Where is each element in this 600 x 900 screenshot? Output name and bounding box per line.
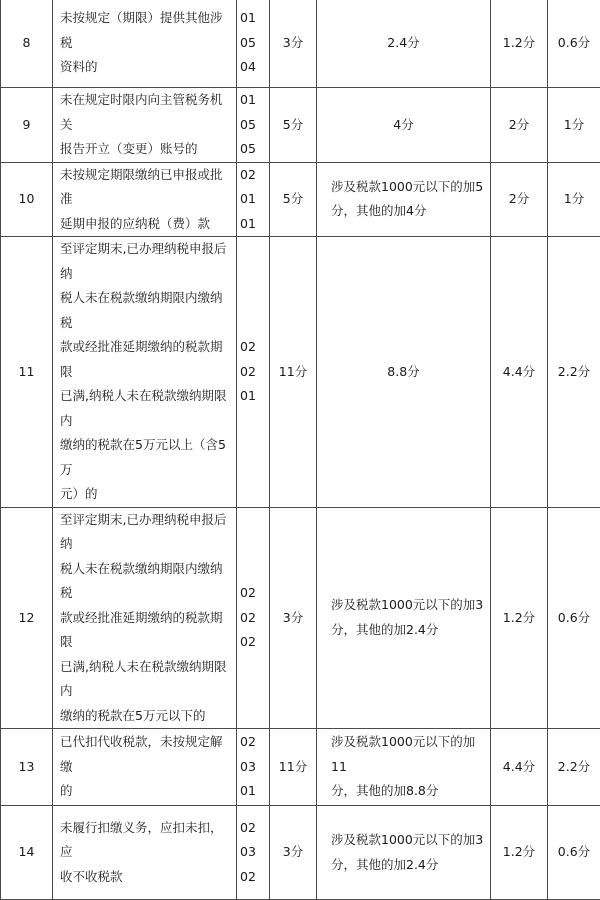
- score-value: 11分: [270, 729, 317, 806]
- score-value: 5分: [270, 88, 317, 163]
- score-a: 1.2分: [491, 507, 548, 729]
- code-line: 02: [240, 335, 269, 360]
- deduction-standard: [317, 162, 491, 237]
- item-line: 的: [60, 783, 73, 798]
- score-b: 0.6分: [548, 806, 600, 900]
- row-number: 10: [1, 162, 53, 237]
- standard-line: 涉及税款1000元以下的加5: [331, 179, 483, 194]
- item-line: 收不收税款: [60, 869, 123, 884]
- standard-line: 2.4分: [387, 35, 419, 50]
- deduction-standard: [317, 806, 491, 900]
- table-row: [1, 0, 600, 88]
- item-line: 款或经批准延期缴纳的税款期限: [60, 339, 223, 379]
- item-description: [53, 806, 237, 900]
- item-code: [237, 507, 270, 729]
- row-number: 9: [1, 88, 53, 163]
- item-line: 元）的: [60, 486, 98, 501]
- code-line: 01: [240, 384, 269, 409]
- code-line: 02: [240, 630, 269, 655]
- row-number: 14: [1, 806, 53, 900]
- item-code: [237, 806, 270, 900]
- item-code: [237, 162, 270, 237]
- deduction-standard: [317, 507, 491, 729]
- code-line: 05: [240, 113, 269, 138]
- item-code: [237, 237, 270, 508]
- standard-line: 8.8分: [387, 364, 419, 379]
- code-line: 03: [240, 755, 269, 780]
- code-line: 02: [240, 360, 269, 385]
- item-description: [53, 88, 237, 163]
- item-line: 已代扣代收税款，未按规定解缴: [60, 734, 223, 774]
- standard-line: 涉及税款1000元以下的加3: [331, 832, 483, 847]
- item-description: [53, 729, 237, 806]
- item-description: [53, 162, 237, 237]
- score-b: 1分: [548, 162, 600, 237]
- score-a: 1.2分: [491, 806, 548, 900]
- code-line: 04: [240, 55, 269, 80]
- score-b: 0.6分: [548, 507, 600, 729]
- item-line: 未按规定期限缴纳已申报或批准: [60, 167, 223, 207]
- item-line: 款或经批准延期缴纳的税款期限: [60, 610, 223, 650]
- score-value: 5分: [270, 162, 317, 237]
- row-number: 13: [1, 729, 53, 806]
- table-row: [1, 729, 600, 806]
- code-line: 05: [240, 31, 269, 56]
- code-line: 02: [240, 606, 269, 631]
- item-description: [53, 507, 237, 729]
- code-line: 02: [240, 163, 269, 188]
- standard-line: 分，其他的加8.8分: [331, 783, 438, 798]
- code-line: 02: [240, 581, 269, 606]
- score-a: 1.2分: [491, 0, 548, 88]
- standard-line: 4分: [393, 117, 413, 132]
- code-line: 01: [240, 212, 269, 237]
- score-b: 1分: [548, 88, 600, 163]
- item-line: 已满,纳税人未在税款缴纳期限内: [60, 659, 226, 699]
- code-line: 02: [240, 730, 269, 755]
- standard-line: 分，其他的加4分: [331, 203, 426, 218]
- deduction-standard: [317, 88, 491, 163]
- standard-line: 涉及税款1000元以下的加11: [331, 734, 475, 774]
- table-row: [1, 88, 600, 163]
- table-row: [1, 806, 600, 900]
- item-line: 报告开立（变更）账号的: [60, 141, 198, 156]
- table-body: [1, 0, 600, 900]
- item-line: 缴纳的税款在5万元以下的: [60, 708, 205, 723]
- score-b: 2.2分: [548, 729, 600, 806]
- score-a: 2分: [491, 88, 548, 163]
- code-line: 03: [240, 840, 269, 865]
- item-code: [237, 0, 270, 88]
- code-line: 02: [240, 816, 269, 841]
- item-line: 未按规定（期限）提供其他涉税: [60, 10, 223, 50]
- score-value: 11分: [270, 237, 317, 508]
- item-description: [53, 237, 237, 508]
- item-line: 未履行扣缴义务，应扣未扣，应: [60, 820, 223, 860]
- code-line: 01: [240, 88, 269, 113]
- deduction-standard: [317, 0, 491, 88]
- row-number: 8: [1, 0, 53, 88]
- item-line: 税人未在税款缴纳期限内缴纳税: [60, 561, 223, 601]
- score-a: 4.4分: [491, 237, 548, 508]
- standard-line: 分，其他的加2.4分: [331, 857, 438, 872]
- row-number: 12: [1, 507, 53, 729]
- table-row: [1, 507, 600, 729]
- standard-line: 涉及税款1000元以下的加3: [331, 597, 483, 612]
- item-line: 已满,纳税人未在税款缴纳期限内: [60, 388, 226, 428]
- code-line: 01: [240, 187, 269, 212]
- item-code: [237, 88, 270, 163]
- score-b: 0.6分: [548, 0, 600, 88]
- item-line: 至评定期末,已办理纳税申报后纳: [60, 512, 226, 552]
- item-line: 税人未在税款缴纳期限内缴纳税: [60, 290, 223, 330]
- code-line: 01: [240, 779, 269, 804]
- score-a: 4.4分: [491, 729, 548, 806]
- code-line: 02: [240, 865, 269, 890]
- item-line: 缴纳的税款在5万元以上（含5万: [60, 437, 226, 477]
- table-row: [1, 162, 600, 237]
- score-value: 3分: [270, 507, 317, 729]
- table-row: [1, 237, 600, 508]
- score-value: 3分: [270, 806, 317, 900]
- code-line: 01: [240, 6, 269, 31]
- row-number: 11: [1, 237, 53, 508]
- item-line: 资料的: [60, 59, 98, 74]
- item-line: 至评定期末,已办理纳税申报后纳: [60, 241, 226, 281]
- item-line: 延期申报的应纳税（费）款: [60, 216, 210, 231]
- deduction-standard: [317, 729, 491, 806]
- score-b: 2.2分: [548, 237, 600, 508]
- score-a: 2分: [491, 162, 548, 237]
- item-code: [237, 729, 270, 806]
- item-description: [53, 0, 237, 88]
- score-value: 3分: [270, 0, 317, 88]
- deduction-standard: [317, 237, 491, 508]
- code-line: 05: [240, 137, 269, 162]
- item-line: 未在规定时限内向主管税务机关: [60, 92, 223, 132]
- standard-line: 分，其他的加2.4分: [331, 622, 438, 637]
